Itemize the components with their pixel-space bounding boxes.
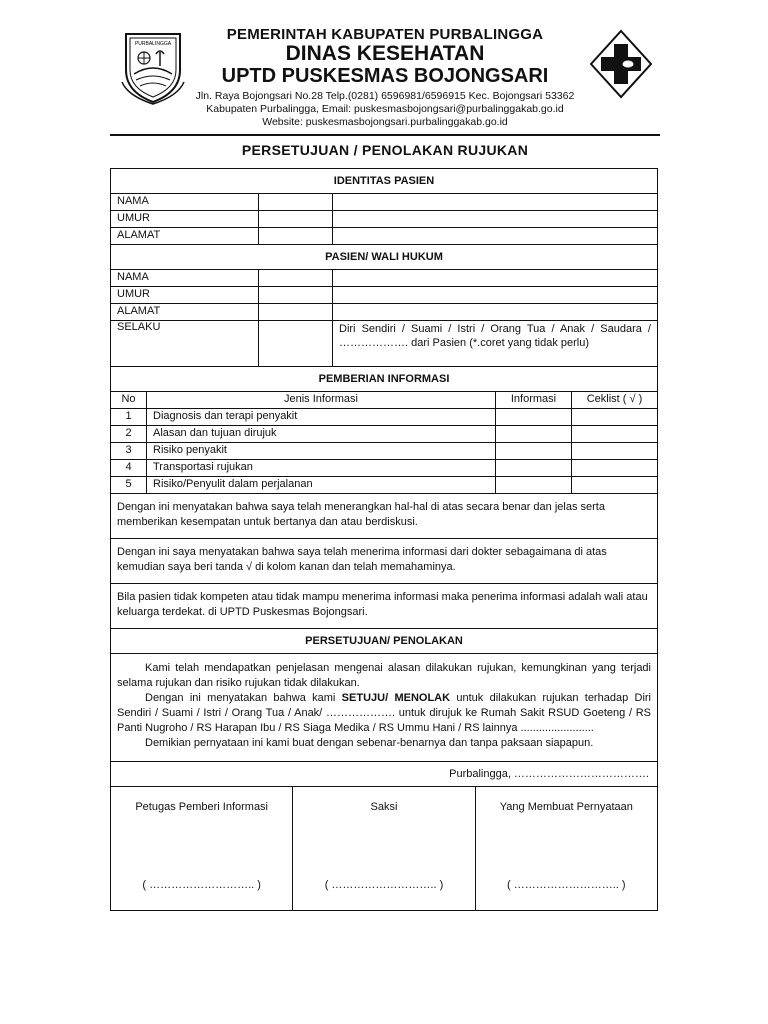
field-cell[interactable] xyxy=(259,304,333,320)
checklist-cell[interactable] xyxy=(572,460,657,476)
identitas-row xyxy=(111,211,657,228)
field-cell[interactable] xyxy=(333,194,657,210)
info-cell[interactable] xyxy=(496,460,572,476)
checklist-cell[interactable] xyxy=(572,443,657,459)
signature-label: Saksi xyxy=(370,801,398,813)
consent-paragraph xyxy=(117,691,651,736)
field-cell[interactable] xyxy=(333,270,657,286)
wali-row xyxy=(111,304,657,321)
letterhead-address xyxy=(110,90,660,129)
informasi-table-header xyxy=(111,392,657,409)
signature-box-witness[interactable] xyxy=(292,787,474,910)
website-line: Website: puskesmasbojongsari.purbalinggakab.go.id xyxy=(262,116,508,128)
signature-blank: ( ……………………….. ) xyxy=(507,879,626,891)
signature-blank: ( ……………………….. ) xyxy=(324,879,444,891)
info-type: Risiko penyakit xyxy=(147,443,496,459)
info-type: Risiko/Penyulit dalam perjalanan xyxy=(147,477,496,493)
field-cell[interactable] xyxy=(259,228,333,244)
address-line: Jln. Raya Bojongsari No.28 Telp.(0281) 6596981/6596915 Kec. Bojongsari 53362 xyxy=(195,90,575,102)
field-label: NAMA xyxy=(111,194,259,210)
table-row xyxy=(111,409,657,426)
wali-row xyxy=(111,287,657,304)
consent-choice: SETUJU/ MENOLAK xyxy=(341,692,451,704)
signature-blank: ( ……………………….. ) xyxy=(142,879,261,891)
row-number: 1 xyxy=(111,409,147,425)
signature-row xyxy=(111,787,657,910)
document-title: PERSETUJUAN / PENOLAKAN RUJUKAN xyxy=(241,142,529,158)
field-cell[interactable] xyxy=(333,304,657,320)
field-cell[interactable] xyxy=(259,211,333,227)
column-header: Jenis Informasi xyxy=(147,392,496,408)
referral-consent-form xyxy=(110,168,658,911)
column-header: Informasi xyxy=(496,392,572,408)
info-type: Transportasi rujukan xyxy=(147,460,496,476)
info-cell[interactable] xyxy=(496,426,572,442)
persetujuan-heading: PERSETUJUAN/ PENOLAKAN xyxy=(111,629,657,654)
table-row xyxy=(111,460,657,477)
column-header: Ceklist ( √ ) xyxy=(586,393,643,405)
statement-informer: Dengan ini menyatakan bahwa saya telah menerangkan hal-hal di atas secara benar dan jelas serta memberikan kesempatan untuk bertanya dan atau berdiskusi. xyxy=(111,494,657,539)
info-cell[interactable] xyxy=(496,409,572,425)
letterhead xyxy=(110,22,660,136)
field-label: UMUR xyxy=(111,211,259,227)
consent-text xyxy=(111,654,657,762)
consent-text-part: Dengan ini menyatakan bahwa kami xyxy=(145,692,342,704)
column-header: No xyxy=(111,392,147,408)
table-row xyxy=(111,477,657,494)
consent-paragraph: Demikian pernyataan ini kami buat dengan sebenar-benarnya dan tanpa paksaan siapapun. xyxy=(145,737,594,749)
identitas-row xyxy=(111,228,657,245)
row-number: 4 xyxy=(111,460,147,476)
field-cell[interactable] xyxy=(333,211,657,227)
field-cell[interactable] xyxy=(259,321,333,366)
info-type: Diagnosis dan terapi penyakit xyxy=(147,409,496,425)
consent-text-part: untuk dilakukan rujukan terhadap Diri Sendiri / Suami / Istri / Orang Tua / Anak/ ………………. untuk dirujuk ke Rumah Sakit RSUD Goeteng / RS Panti Nugroho / RS Harapan Ibu / RS Siaga Medika / RS Ummu Hani / RS lainnya ........................ xyxy=(117,692,651,734)
identitas-heading: IDENTITAS PASIEN xyxy=(111,169,657,194)
field-cell[interactable] xyxy=(333,228,657,244)
government-name: PEMERINTAH KABUPATEN PURBALINGGA xyxy=(226,26,544,43)
crest-text: PURBALINGGA xyxy=(134,41,172,47)
contact-line: Kabupaten Purbalingga, Email: puskesmasbojongsari@purbalinggakab.go.id xyxy=(206,103,564,115)
field-label: NAMA xyxy=(111,270,259,286)
signature-box-declarant[interactable] xyxy=(475,787,657,910)
field-cell[interactable] xyxy=(333,287,657,303)
row-number: 5 xyxy=(111,477,147,493)
selaku-options: Diri Sendiri / Suami / Istri / Orang Tua / Anak / Saudara / ………………. dari Pasien (*.coret yang tidak perlu) xyxy=(339,323,651,349)
signature-label: Petugas Pemberi Informasi xyxy=(135,801,268,813)
table-row xyxy=(111,426,657,443)
row-number: 3 xyxy=(111,443,147,459)
checklist-cell[interactable] xyxy=(572,426,657,442)
field-label: ALAMAT xyxy=(111,304,259,320)
wali-row xyxy=(111,270,657,287)
field-cell[interactable] xyxy=(259,287,333,303)
letterhead-text xyxy=(180,22,590,87)
field-cell[interactable] xyxy=(259,270,333,286)
place-date: Purbalingga, ………………………………. xyxy=(111,762,657,787)
statement-receiver: Dengan ini saya menyatakan bahwa saya telah menerima informasi dari dokter sebagaimana di atas kemudian saya beri tanda √ di kolom kanan dan telah memahaminya. xyxy=(111,539,657,584)
checklist-cell[interactable] xyxy=(572,477,657,493)
field-label: UMUR xyxy=(111,287,259,303)
info-cell[interactable] xyxy=(496,477,572,493)
informasi-heading: PEMBERIAN INFORMASI xyxy=(111,367,657,392)
unit-name: UPTD PUSKESMAS BOJONGSARI xyxy=(221,65,549,87)
field-label: ALAMAT xyxy=(111,228,259,244)
consent-paragraph: Kami telah mendapatkan penjelasan mengenai alasan dilakukan rujukan, kemungkinan yang terjadi selama rujukan dan risiko rujukan tidak dilakukan. xyxy=(117,662,651,689)
info-type: Alasan dan tujuan dirujuk xyxy=(147,426,496,442)
table-row xyxy=(111,443,657,460)
field-label: SELAKU xyxy=(111,321,259,366)
department-name: DINAS KESEHATAN xyxy=(285,42,485,65)
field-cell[interactable] xyxy=(259,194,333,210)
wali-heading: PASIEN/ WALI HUKUM xyxy=(111,245,657,270)
signature-label: Yang Membuat Pernyataan xyxy=(499,801,633,813)
row-number: 2 xyxy=(111,426,147,442)
statement-guardian: Bila pasien tidak kompeten atau tidak mampu menerima informasi maka penerima informasi adalah wali atau keluarga terdekat. di UPTD Puskesmas Bojongsari. xyxy=(111,584,657,629)
wali-row xyxy=(111,321,657,367)
checklist-cell[interactable] xyxy=(572,409,657,425)
identitas-row xyxy=(111,194,657,211)
signature-box-informer[interactable] xyxy=(111,787,292,910)
info-cell[interactable] xyxy=(496,443,572,459)
